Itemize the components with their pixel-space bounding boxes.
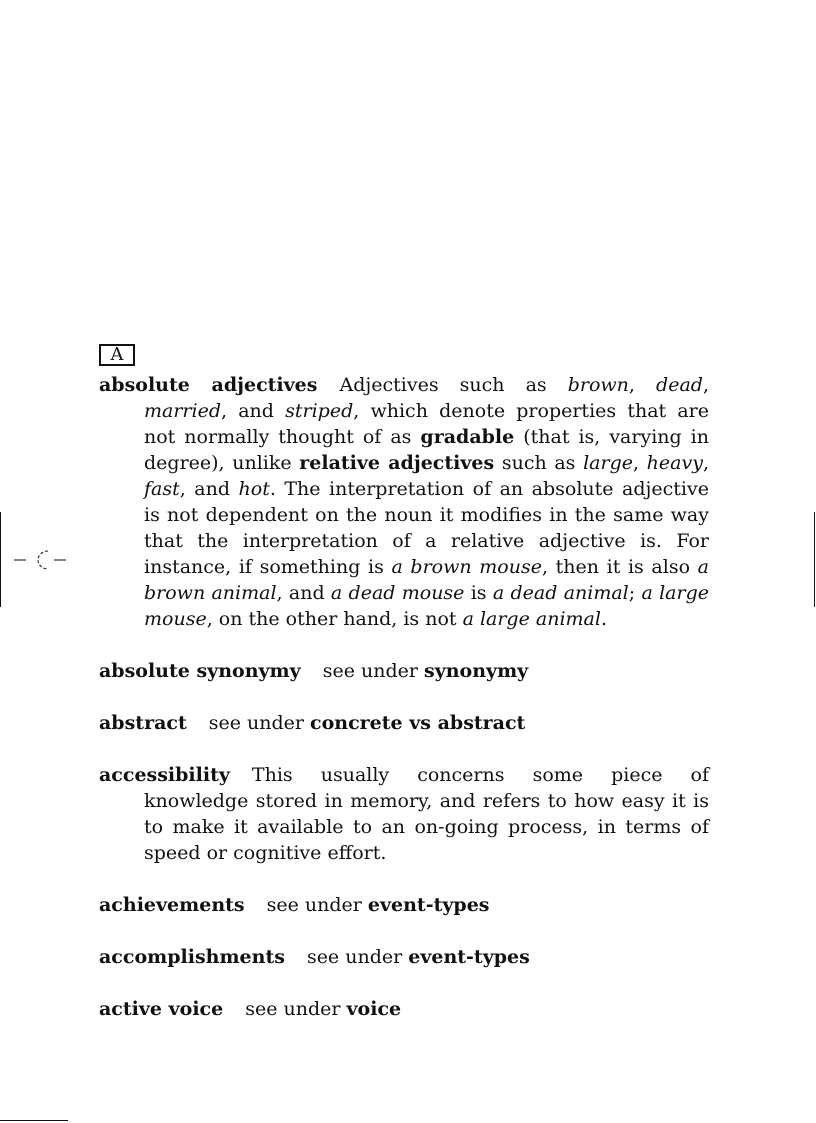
entry-absolute-adjectives [99, 372, 709, 632]
example-word: heavy [646, 452, 703, 474]
definition-text: , and [221, 400, 286, 422]
example-word: striped [285, 400, 354, 422]
definition-text: , [632, 452, 647, 474]
entry-term: active voice [99, 998, 224, 1020]
definition-text: such as [494, 452, 584, 474]
example-word: large [583, 452, 633, 474]
definition-text: , on the other hand, is not [206, 608, 463, 630]
entry-term: absolute synonymy [99, 660, 301, 682]
example-phrase: a brown mouse [391, 556, 542, 578]
definition-text: . [600, 608, 607, 630]
example-word: fast [144, 478, 180, 500]
see-under-label: see under [245, 998, 341, 1020]
see-under-label: see under [208, 712, 304, 734]
cross-reference: gradable [420, 426, 515, 448]
left-crop-mark [0, 512, 1, 607]
example-word: hot [238, 478, 270, 500]
definition-text: , [628, 374, 657, 396]
entry-term: accomplishments [99, 946, 285, 968]
cross-reference: voice [346, 998, 402, 1020]
example-phrase: a large animal [462, 608, 601, 630]
example-phrase: a dead animal [492, 582, 629, 604]
example-word: brown [567, 374, 629, 396]
example-word: married [144, 400, 221, 422]
example-phrase: a dead mouse [330, 582, 465, 604]
entry-accomplishments [99, 944, 709, 970]
entry-term: accessibility [99, 764, 230, 786]
cross-reference: event-types [367, 894, 490, 916]
example-word: dead [656, 374, 703, 396]
definition-text: This usually concerns some piece of knowledge stored in memory, and refers to how easy it is to make it available to an on-going process, in terms of speed or cognitive effort. [144, 764, 709, 864]
entry-term: abstract [99, 712, 187, 734]
definition-text: ; [628, 582, 642, 604]
section-letter: A [110, 344, 124, 365]
glossary-entries [99, 372, 709, 1048]
entry-abstract [99, 710, 709, 736]
cross-reference: event-types [408, 946, 530, 968]
entry-term: achievements [99, 894, 245, 916]
entry-absolute-synonymy [99, 658, 709, 684]
entry-accessibility [99, 762, 709, 866]
definition-text: , then it is also [541, 556, 698, 578]
definition-text: Adjectives such as [339, 374, 568, 396]
definition-text: is [464, 582, 493, 604]
definition-text: . The interpretation of an absolute adjective is not dependent on the noun it modifies in the same way that the interpretation of a relative adjective is. For instance, if something is [144, 478, 709, 578]
cross-reference: concrete vs abstract [310, 712, 526, 734]
entry-term: absolute adjectives [99, 374, 318, 396]
right-crop-mark [814, 512, 815, 607]
section-letter-box [99, 344, 135, 366]
entry-achievements [99, 892, 709, 918]
definition-text: , which denote properties that are not normally thought of as [144, 400, 709, 448]
definition-text: , and [276, 582, 331, 604]
definition-text: , [702, 374, 709, 396]
example-phrase: a large mouse [144, 582, 709, 630]
see-under-label: see under [266, 894, 362, 916]
definition-text: , [702, 452, 709, 474]
bottom-crop-mark [0, 1120, 68, 1121]
definition-text: (that is, varying in degree), unlike [144, 426, 709, 474]
example-phrase: a brown animal [144, 556, 709, 604]
definition-text: , and [179, 478, 239, 500]
entry-active-voice [99, 996, 709, 1022]
see-under-label: see under [306, 946, 403, 968]
cross-reference: synonymy [424, 660, 529, 682]
see-under-label: see under [322, 660, 418, 682]
registration-mark-icon [14, 546, 70, 574]
cross-reference: relative adjectives [299, 452, 495, 474]
